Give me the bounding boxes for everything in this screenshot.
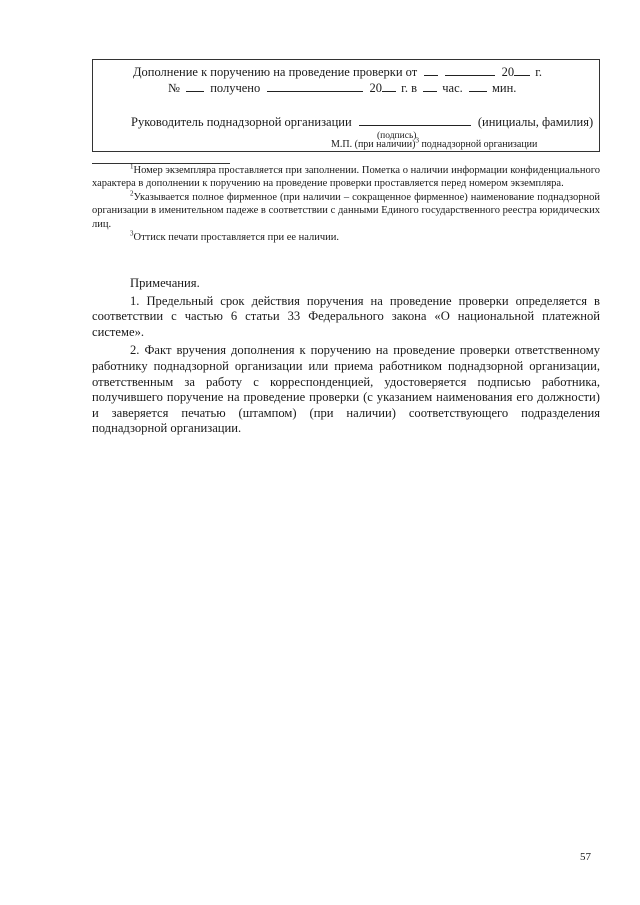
stamp-label: М.П. (при наличии)	[331, 139, 416, 150]
notes-title: Примечания.	[130, 276, 200, 290]
received-year-blank	[382, 80, 396, 92]
footnote-3	[92, 231, 600, 244]
form-supplement-title: Дополнение к поручению на проведение проверки от	[133, 65, 418, 79]
footnote-3-text: Оттиск печати проставляется при ее наличии.	[133, 232, 340, 244]
year-suffix: г.	[535, 65, 543, 79]
footnote-2	[92, 191, 600, 231]
note-item-2: 2. Факт вручения дополнения к поручению на проведение проверки ответственному работнику поднадзорной организации или приема работником поднадзорной организации, ответственным за работу с корреспонденцией, удостоверяется подписью работника, получившего поручение на проведение проверки (с указанием наименования его должности) и заверяется печатью (штампом) (при наличии) соответствующего подразделения поднадзорной организации.	[92, 343, 600, 436]
footnote-1-text: Номер экземпляра проставляется при заполнении. Пометка о наличии информации конфиденциального характера в дополнении к поручению на проведение проверки проставляется перед номером экземпляра.	[92, 165, 600, 190]
signature-caption: (подпись)	[377, 131, 417, 141]
hours-blank	[423, 80, 437, 92]
received-label: получено	[210, 81, 261, 95]
stamp-org-label: поднадзорной организации	[421, 139, 538, 150]
form-line-head	[131, 114, 593, 129]
notes-section	[92, 276, 600, 440]
number-blank	[186, 80, 204, 92]
received-date-blank	[267, 80, 363, 92]
form-line-received	[168, 80, 516, 95]
day-blank	[424, 64, 438, 76]
month-blank	[445, 64, 495, 76]
initials-label: (инициалы, фамилия)	[477, 115, 594, 129]
minutes-label: мин.	[492, 81, 517, 95]
year-blank	[514, 64, 530, 76]
note-item-1: 1. Предельный срок действия поручения на проведение проверки определяется в соответствии с частью 6 статьи 33 Федерального закона «О национальной платежной системе».	[92, 293, 600, 339]
footnotes	[92, 164, 600, 244]
number-sign: №	[168, 81, 180, 95]
stamp-footnote-ref: 3	[415, 136, 419, 145]
footnote-1	[92, 164, 600, 191]
hours-label: час.	[442, 81, 463, 95]
page-number: 57	[580, 851, 591, 863]
received-year-g-v: г. в	[401, 81, 417, 95]
form-line-date	[133, 64, 542, 79]
stamp-caption	[331, 138, 537, 152]
footnote-2-text: Указывается полное фирменное (при наличии – сокращенное фирменное) наименование поднадзорной организации в именительном падеже в соответствии с данными Единого государственного реестра юридических лиц.	[92, 191, 600, 230]
year-prefix: 20	[501, 65, 515, 79]
head-label: Руководитель поднадзорной организации	[131, 115, 352, 129]
supplement-form-box	[92, 59, 600, 152]
minutes-blank	[469, 80, 487, 92]
footnote-1-number: 1	[130, 162, 134, 171]
signature-blank	[359, 114, 471, 126]
footnote-3-number: 3	[130, 229, 134, 238]
footnote-2-number: 2	[130, 189, 134, 198]
received-year-prefix: 20	[369, 81, 382, 95]
